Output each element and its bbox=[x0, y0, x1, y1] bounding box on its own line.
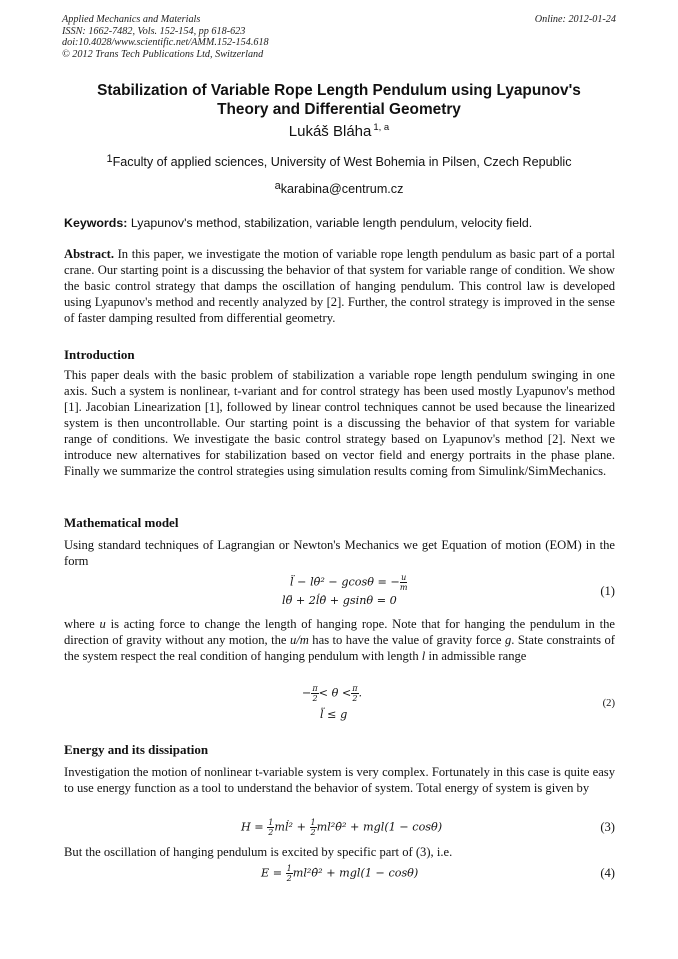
p2-var-l: l bbox=[421, 649, 426, 663]
abstract-text: In this paper, we investigate the motion of variable rope length pendulum as basic part of a portal crane. Our starting point is a discussing the behavior of that system for variable range of condition. We show the basic control strategy that damps the oscillation of hanging pendulum. This control law is developed using Lyapunov's method and recently analyzed by [2]. Further, the control strategy is improved in the sense of faster damping resulted from differential geometry. bbox=[64, 247, 615, 325]
model-paragraph-2 bbox=[64, 616, 615, 664]
affiliation-text: Faculty of applied sciences, University of West Bohemia in Pilsen, Czech Republic bbox=[112, 155, 572, 169]
p2-var-g: g bbox=[504, 633, 512, 647]
eq3-half-2-den: 2 bbox=[310, 828, 316, 837]
journal-copyright: © 2012 Trans Tech Publications Ltd, Switzerland bbox=[62, 48, 264, 60]
p2-text-e: in admissible range bbox=[425, 649, 527, 663]
author-email bbox=[62, 182, 616, 196]
equation-1-line-2: lθ̈ + 2l̇θ̇ + gsinθ = 0 bbox=[282, 594, 397, 607]
equation-3-number: (3) bbox=[600, 820, 615, 834]
eq4-half-num: 1 bbox=[286, 864, 292, 873]
model-heading: Mathematical model bbox=[64, 515, 179, 530]
online-date: Online: 2012-01-24 bbox=[534, 14, 616, 25]
eq2-two-right: 2 bbox=[352, 694, 358, 703]
eq2-two-left: 2 bbox=[312, 694, 318, 703]
eq2-minus: − bbox=[302, 686, 312, 700]
eq3-term-1: ml̇² + bbox=[274, 820, 310, 834]
equation-4-number: (4) bbox=[600, 866, 615, 880]
p2-var-um: u/m bbox=[289, 633, 309, 647]
author bbox=[62, 122, 616, 140]
eq3-half-2-num: 1 bbox=[310, 818, 316, 827]
eq2-fraction-right bbox=[351, 684, 358, 703]
p2-text-c: has to have the value of gravity force bbox=[308, 633, 505, 647]
abstract-label: Abstract. bbox=[64, 247, 115, 261]
eq2-inequality: < θ < bbox=[318, 686, 352, 700]
journal-header bbox=[62, 14, 616, 60]
eq3-half-1-den: 2 bbox=[268, 828, 274, 837]
eq4-half bbox=[286, 864, 293, 883]
eq2-period: . bbox=[358, 686, 363, 700]
affiliation-mark: 1 bbox=[106, 153, 113, 165]
equation-2-number: (2) bbox=[602, 698, 615, 709]
introduction-heading: Introduction bbox=[64, 347, 135, 362]
journal-name: Applied Mechanics and Materials bbox=[62, 14, 201, 25]
keywords-text: Lyapunov's method, stabilization, variable length pendulum, velocity field. bbox=[130, 216, 533, 230]
equation-2-line-2: l̈ ≤ g bbox=[320, 708, 348, 721]
eq1-fraction-num: u bbox=[401, 573, 407, 582]
abstract bbox=[64, 246, 615, 326]
energy-heading: Energy and its dissipation bbox=[64, 742, 209, 757]
author-name: Lukáš Bláha bbox=[288, 123, 372, 140]
title-line-1: Stabilization of Variable Rope Length Pendulum using Lyapunov's bbox=[97, 82, 581, 99]
p2-var-u: u bbox=[99, 617, 106, 631]
email-mark: a bbox=[274, 180, 281, 192]
eq4-rhs: ml²θ̇² + mgl(1 − cosθ) bbox=[292, 866, 419, 880]
paper-title bbox=[62, 81, 616, 119]
equation-1-line-1 bbox=[290, 573, 407, 592]
keywords bbox=[64, 216, 618, 230]
email-text: karabina@centrum.cz bbox=[280, 182, 404, 196]
p2-text-b: is acting force to change the length of hanging rope. Note that for hanging the pendulum in the direction of gravity without any motion, the bbox=[64, 617, 615, 647]
equation-3 bbox=[241, 818, 442, 837]
eq1-fraction-den: m bbox=[399, 583, 408, 592]
p2-text-a: where bbox=[64, 617, 100, 631]
eq4-half-den: 2 bbox=[286, 874, 292, 883]
title-line-2: Theory and Differential Geometry bbox=[217, 101, 461, 118]
eq3-lhs: H = bbox=[241, 820, 268, 834]
eq1-fraction bbox=[400, 573, 408, 592]
energy-text: Investigation the motion of nonlinear t-variable system is very complex. Fortunately in this case is quite easy to use energy function as a tool to understand the behavior of system. Total energy of system is given by bbox=[64, 765, 615, 795]
eq1-line1-left: l̈ − lθ̇² − gcosθ = − bbox=[290, 575, 400, 589]
eq2-pi-right: π bbox=[352, 684, 358, 693]
equation-2-line-1 bbox=[302, 684, 362, 703]
eq2-pi-left: π bbox=[312, 684, 318, 693]
eq3-term-2: ml²θ̇² + mgl(1 − cosθ) bbox=[316, 820, 443, 834]
equation-4 bbox=[261, 864, 418, 883]
eq3-half-2 bbox=[310, 818, 317, 837]
eq3-half-1-num: 1 bbox=[268, 818, 274, 827]
keywords-label: Keywords: bbox=[64, 216, 128, 230]
model-intro: Using standard techniques of Lagrangian or Newton's Mechanics we get Equation of motion (EOM) in the form bbox=[64, 538, 615, 568]
p2-text-d: . State constraints of the system respect the real condition of hanging pendulum with length bbox=[64, 633, 615, 663]
author-superscript: 1, a bbox=[373, 122, 390, 133]
introduction-text: This paper deals with the basic problem of stabilization a variable rope length pendulum swinging in one axis. Such a system is nonlinear, t-variant and for control strategy has been used mostly Lyapunov's method [1]. Jacobian Linearization [1], followed by linear control techniques cannot be used because the linearized system is then uncontrollable. Our starting point is a discussing the behavior of that system for variable range of conditions. We investigate the basic control strategy based on Lyapunov's method [2]. Next we introduce new alternatives for stabilization based on vector field and energy portraits in the phase plane. Finally we summarize the control strategies using simulation results coming from Simulink/SimMechanics. bbox=[64, 368, 615, 478]
equation-1-number: (1) bbox=[600, 584, 615, 598]
eq2-fraction-left bbox=[311, 684, 318, 703]
eq4-lhs: E = bbox=[261, 866, 286, 880]
energy-text-2: But the oscillation of hanging pendulum is excited by specific part of (3), i.e. bbox=[64, 845, 453, 859]
affiliation bbox=[62, 155, 616, 169]
journal-issn: ISSN: 1662-7482, Vols. 152-154, pp 618-623 bbox=[62, 25, 246, 37]
journal-doi: doi:10.4028/www.scientific.net/AMM.152-154.618 bbox=[62, 37, 269, 49]
